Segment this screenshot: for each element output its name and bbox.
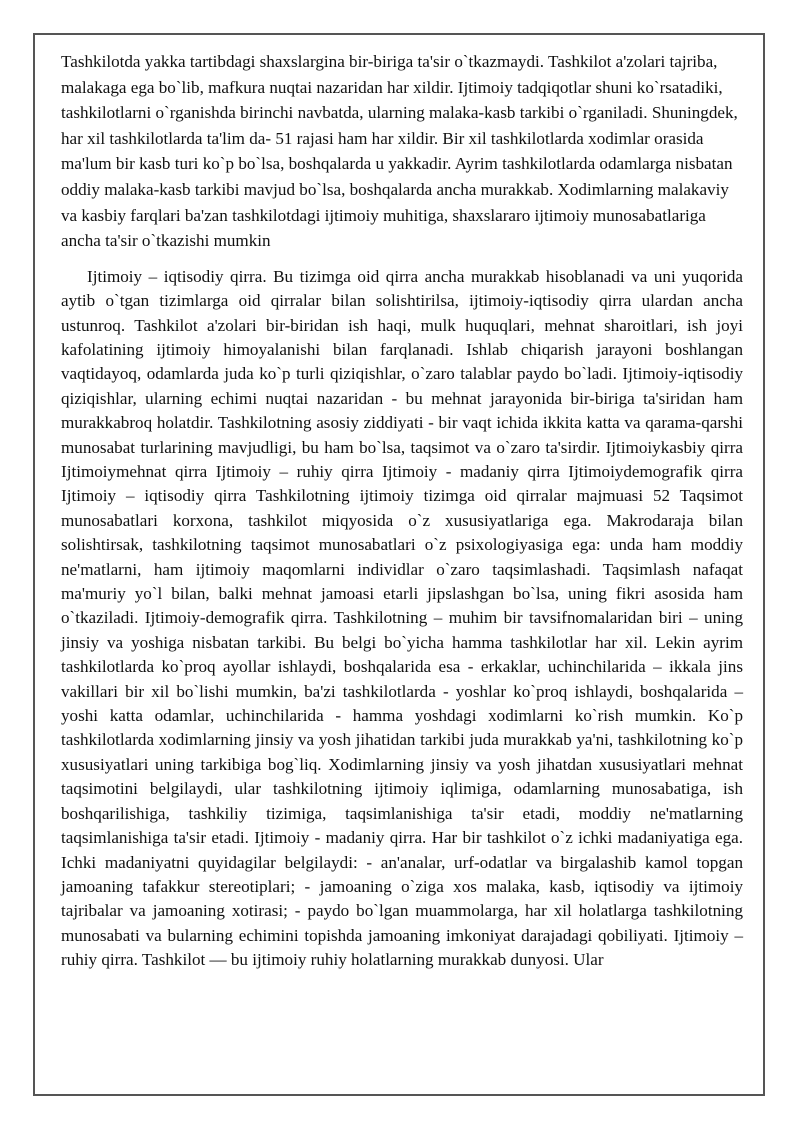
- paragraph-1: Tashkilotda yakka tartibdagi shaxslargina bir-biriga ta'sir o`tkazmaydi. Tashkilot a'zolari tajriba, malakaga ega bo`lib, mafkura nuqtai nazaridan har xildir. Ijtimoiy tadqiqotlar shuni ko`rsatadiki, tashkilotlarni o`rganishda birinchi navbatda, ularning malaka-kasb tarkibi o`rganiladi. Shuningdek, har xil tashkilotlarda ta'lim da- 51 rajasi ham har xildir. Bir xil tashkilotlarda xodimlar orasida ma'lum bir kasb turi ko`p bo`lsa, boshqalarda u yakkadir. Ayrim tashkilotlarda odamlarga nisbatan oddiy malaka-kasb tarkibi mavjud bo`lsa, boshqalarda ancha murakkab. Xodimlarning malakaviy va kasbiy farqlari ba'zan tashkilotdagi ijtimoiy muhitiga, shaxslararo ijtimoiy munosabatlariga ancha ta'sir o`tkazishi mumkin: [61, 52, 738, 251]
- page-frame: [33, 33, 765, 1096]
- paragraph-2: Ijtimoiy – iqtisodiy qirra. Bu tizimga oid qirra ancha murakkab hisoblanadi va uni yuqorida aytib o`tgan tizimlarga oid qirralar bilan solishtirilsa, ijtimoiy-iqtisodiy qirra ulardan ancha ustunroq. Tashkilot a'zolari bir-biridan ish haqi, mulk huquqlari, mehnat sharoitlari, ish joyi kafolatining ijtimoiy himoyalanishi bilan farqlanadi. Ishlab chiqarish jarayoni boshlangan vaqtidayoq, odamlarda juda ko`p turli qiziqishlar, o`zaro talablar paydo bo`ladi. Ijtimoiy-iqtisodiy qiziqishlar, ularning echimi nuqtai nazaridan - bu mehnat jarayonida bir-biriga ta'siridan ham murakkabroq holatdir. Tashkilotning asosiy ziddiyati - bir vaqt ichida ikkita katta va qarama-qarshi munosabat turlarining mavjudligi, bu ham bo`lsa, taqsimot va o`zaro ta'sirdir. Ijtimoiykasbiy qirra Ijtimoiymehnat qirra Ijtimoiy – ruhiy qirra Ijtimoiy - madaniy qirra Ijtimoiydemografik qirra Ijtimoiy – iqtisodiy qirra Tashkilotning ijtimoiy tizimga oid qirralar majmuasi 52 Taqsimot munosabatlari korxona, tashkilot miqyosida o`z xususiyatlariga ega. Makrodaraja bilan solishtirsak, tashkilotning taqsimot munosabatlari o`z psixologiyasiga ega: unda ham moddiy ne'matlarni, ham ijtimoiy maqomlarni individlar o`zaro taqsimlashadi. Taqsimlash nafaqat ma'muriy yo`l bilan, balki mehnat jamoasi etarli jipslashgan bo`lsa, uning fikri asosida ham o`tkaziladi. Ijtimoiy-demografik qirra. Tashkilotning – muhim bir tavsifnomalaridan biri – uning jinsiy va yoshiga nisbatan tarkibi. Bu belgi bo`yicha hamma tashkilotlar har xil. Lekin ayrim tashkilotlarda ko`proq ayollar ishlaydi, boshqalarida esa - erkaklar, uchinchilarida – ikkala jins vakillari bir xil bo`lishi mumkin, ba'zi tashkilotlarda - yoshlar ko`proq ishlaydi, boshqalarida – yoshi katta odamlar, uchinchilarida - hamma yoshdagi xodimlarni ko`rish mumkin. Ko`p tashkilotlarda xodimlarning jinsiy va yosh jihatidan tarkibi juda murakkab ya'ni, tashkilotning ko`p xususiyatlari uning tarkibiga bog`liq. Xodimlarning jinsiy va yosh jihatdan xususiyatlari mehnat taqsimotini belgilaydi, ular tashkilotning ijtimoiy iqlimiga, odamlarning munosabatiga, ish boshqarilishiga, tashkiliy tizimiga, taqsimlanishiga ta'sir etadi, moddiy ne'matlarning taqsimlanishiga ta'sir etadi. Ijtimoiy - madaniy qirra. Har bir tashkilot o`z ichki madaniyatiga ega. Ichki madaniyatni quyidagilar belgilaydi: - an'analar, urf-odatlar va birgalashib kamol topgan jamoaning tafakkur stereotiplari; - jamoaning o`ziga xos malaka, kasb, iqtisodiy va ijtimoiy tajribalar va jamoaning xotirasi; - paydo bo`lgan muammolarga, har xil holatlarga tashkilotning munosabati va bularning echimini topishda jamoaning imkoniyat darajadagi qobiliyati. Ijtimoiy – ruhiy qirra. Tashkilot — bu ijtimoiy ruhiy holatlarning murakkab dunyosi. Ular: [61, 266, 743, 970]
- document-body: [61, 49, 743, 973]
